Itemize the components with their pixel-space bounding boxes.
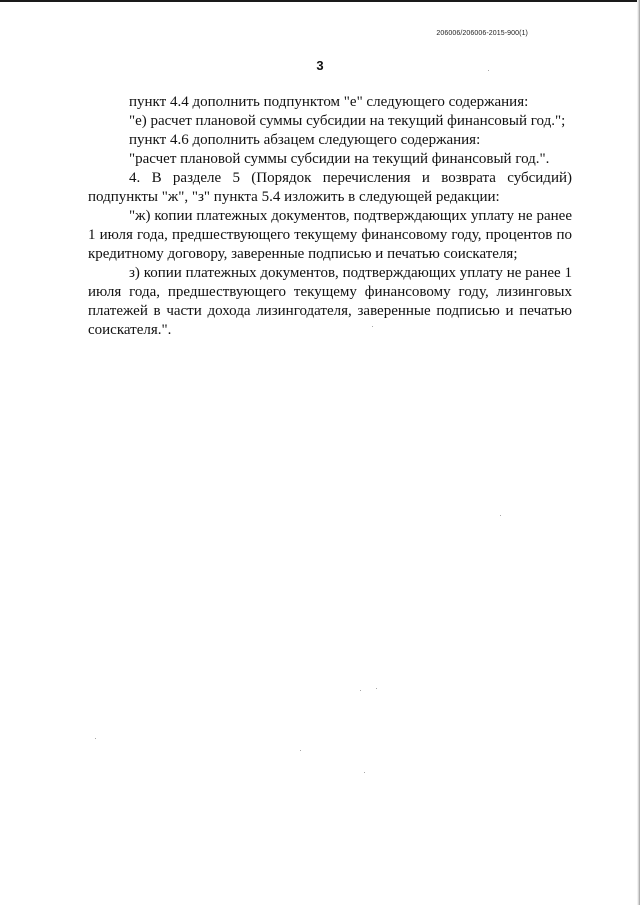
- paragraph-subitem-z: з) копии платежных документов, подтверждающих уплату не ранее 1 июля года, предшествующего текущему финансовому году, лизинговых платежей в части дохода лизингодателя, заверенные подписью и печатью соискателя.".: [88, 265, 572, 338]
- paragraph-item-4-6: пункт 4.6 дополнить абзацем следующего содержания:: [129, 132, 481, 148]
- paragraph-subitem-zh: "ж) копии платежных документов, подтверждающих уплату не ранее 1 июля года, предшествующего текущему финансовому году, процентов по кредитному договору, заверенные подписью и печатью соискателя;: [88, 208, 572, 262]
- scan-speck: [376, 688, 377, 689]
- scan-speck: [500, 515, 501, 516]
- page-number: 3: [316, 58, 324, 73]
- document-body: [88, 93, 572, 340]
- scan-speck: [360, 690, 361, 691]
- scan-edge-top: [0, 0, 640, 2]
- paragraph-item-4-4: пункт 4.4 дополнить подпунктом "е" следующего содержания:: [129, 94, 529, 110]
- scan-speck: [364, 772, 365, 773]
- scan-speck: [372, 326, 373, 327]
- paragraph-section-5: 4. В разделе 5 (Порядок перечисления и возврата субсидий) подпункты "ж", "з" пункта 5.4 изложить в следующей редакции:: [88, 170, 572, 205]
- scan-speck: [488, 70, 489, 71]
- paragraph-plan-calculation: "расчет плановой суммы субсидии на текущий финансовый год.".: [129, 151, 550, 167]
- document-code: 206006/206006-2015-900(1): [436, 30, 528, 37]
- scan-speck: [95, 738, 96, 739]
- scan-speck: [300, 750, 301, 751]
- paragraph-subitem-e: "е) расчет плановой суммы субсидии на текущий финансовый год.";: [129, 113, 566, 129]
